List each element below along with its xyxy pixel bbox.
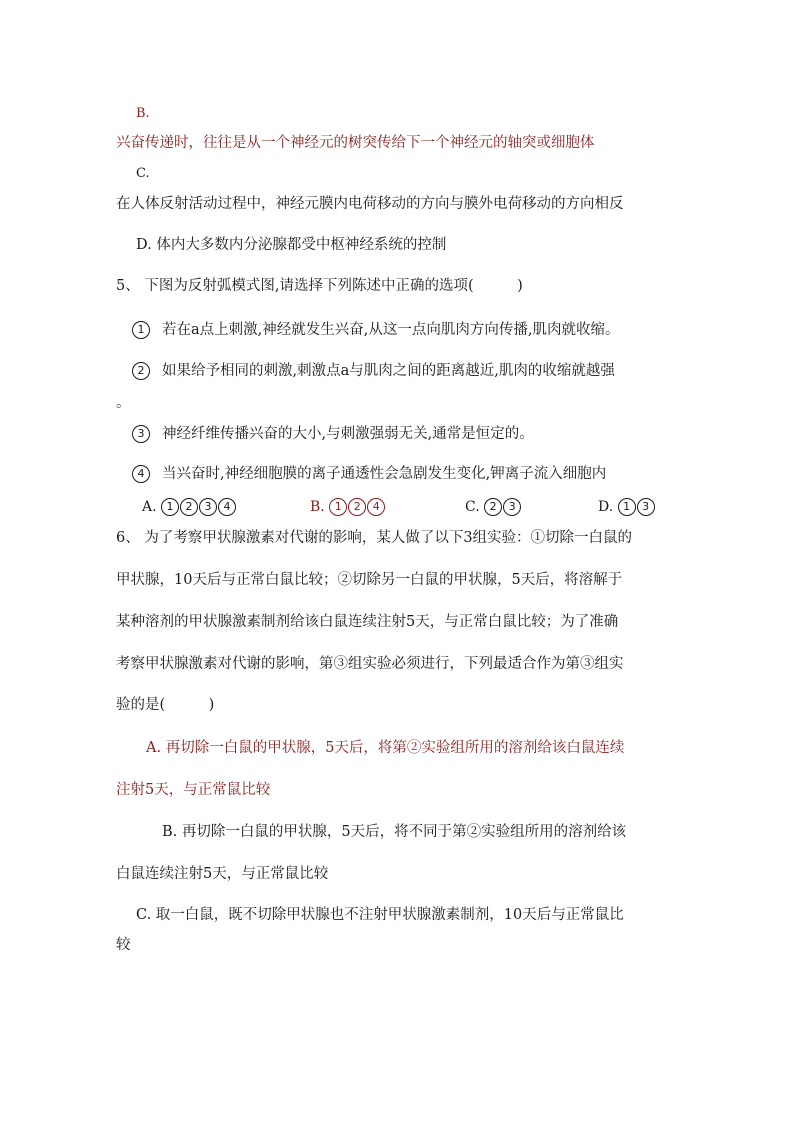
q5-choice-a	[142, 497, 237, 517]
q6-option-a-line-2: 注射5天，与正常鼠比较	[116, 782, 271, 798]
statement-text: 若在a点上刺激,神经就发生兴奋,从这一点向肌肉方向传播,肌肉就收缩。	[162, 322, 620, 338]
circled-number: 1	[132, 321, 150, 339]
circled-number: 4	[367, 498, 385, 516]
q6-stem-line-5: 验的是( )	[116, 697, 215, 713]
q6-stem-line-2: 甲状腺，10天后与正常白鼠比较；②切除另一白鼠的甲状腺，5天后，将溶解于	[116, 572, 623, 588]
q5-choice-d	[598, 497, 656, 517]
statement-text: 神经纤维传播兴奋的大小,与刺激强弱无关,通常是恒定的。	[162, 426, 534, 442]
q5-stem: 5、 下图为反射弧模式图,请选择下列陈述中正确的选项( )	[116, 278, 523, 294]
choice-label: C.	[465, 499, 480, 515]
circled-number: 4	[132, 465, 150, 483]
q6-option-c-line-1: C. 取一白鼠，既不切除甲状腺也不注射甲状腺激素制剂，10天后与正常鼠比	[136, 907, 624, 923]
circled-number: 2	[484, 498, 502, 516]
statement-text: 如果给予相同的刺激,刺激点a与肌肉之间的距离越近,肌肉的收缩就越强	[162, 363, 615, 379]
q6-option-a-line-1: A. 再切除一白鼠的甲状腺，5天后，将第②实验组所用的溶剂给该白鼠连续	[146, 740, 625, 756]
statement-text: 当兴奋时,神经细胞膜的离子通透性会急剧发生变化,钾离子流入细胞内	[162, 466, 607, 482]
q6-stem-line-4: 考察甲状腺激素对代谢的影响，第③组实验必须进行，下列最适合作为第③组实	[116, 656, 624, 672]
q5-statement-3	[132, 424, 534, 444]
q6-option-c-line-2: 较	[116, 937, 131, 953]
q5-statement-4	[132, 464, 606, 484]
q5-statement-1	[132, 320, 619, 340]
circled-number: 1	[618, 498, 636, 516]
circled-number: 1	[161, 498, 179, 516]
q5-choice-b	[310, 497, 386, 517]
choice-label: A.	[142, 499, 157, 515]
q5-choice-c	[465, 497, 522, 517]
circled-number: 3	[132, 425, 150, 443]
choice-label: B.	[310, 499, 325, 515]
q4-option-c-text: 在人体反射活动过程中，神经元膜内电荷移动的方向与膜外电荷移动的方向相反	[116, 196, 624, 212]
circled-number: 2	[348, 498, 366, 516]
q6-stem-line-3: 某种溶剂的甲状腺激素制剂给该白鼠连续注射5天，与正常白鼠比较；为了准确	[116, 614, 619, 630]
q4-option-d: D. 体内大多数内分泌腺都受中枢神经系统的控制	[136, 237, 447, 253]
q4-option-b-text: 兴奋传递时，往往是从一个神经元的树突传给下一个神经元的轴突或细胞体	[116, 135, 595, 151]
q6-option-b-line-1: B. 再切除一白鼠的甲状腺，5天后，将不同于第②实验组所用的溶剂给该	[162, 824, 627, 840]
circled-number: 3	[199, 498, 217, 516]
q5-statement-2-continuation: 。	[116, 395, 131, 411]
q4-option-c-label: C.	[136, 166, 150, 181]
circled-number: 2	[180, 498, 198, 516]
q6-stem-line-1: 6、 为了考察甲状腺激素对代谢的影响，某人做了以下3组实验：①切除一白鼠的	[116, 530, 633, 546]
circled-number: 2	[132, 362, 150, 380]
q4-option-b-label: B.	[136, 106, 150, 121]
q6-option-b-line-2: 白鼠连续注射5天，与正常鼠比较	[116, 866, 329, 882]
circled-number: 1	[329, 498, 347, 516]
q5-statement-2	[132, 361, 615, 381]
choice-label: D.	[598, 499, 614, 515]
circled-number: 4	[218, 498, 236, 516]
circled-number: 3	[503, 498, 521, 516]
circled-number: 3	[637, 498, 655, 516]
